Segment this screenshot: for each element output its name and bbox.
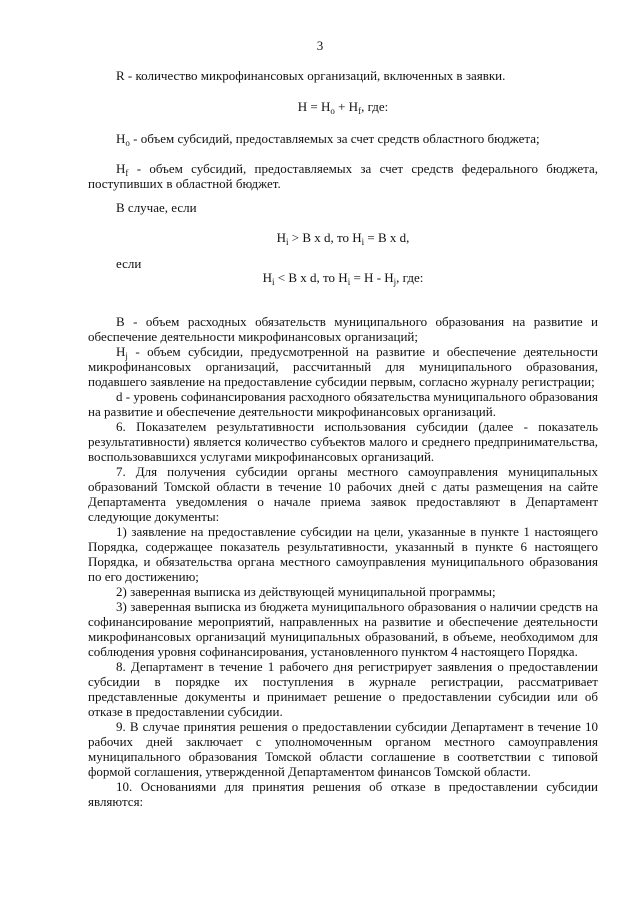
formula-h-sum: $H = H_o + H_f$, где:: [297, 99, 389, 116]
esli-line: если: [116, 256, 142, 271]
r-definition: R - количество микрофинансовых организаций, включенных в заявки.: [116, 68, 506, 83]
paragraph-9: 9. В случае принятия решения о предоставлении субсидии Департамент в течение 10 рабочих дней заключает с уполномоченным органом местного самоуправления муниципального образования Томской области соглашение в соответствии с типовой формой соглашения, утвержденной Департаментом финансов Томской области.: [88, 719, 598, 779]
hf-definition: $H_f$ - объем субсидий, предоставляемых за счет средств федерального бюджета, поступивших в областной бюджет.: [88, 161, 598, 191]
paragraph-7-item-1: 1) заявление на предоставление субсидии на цели, указанные в пункте 1 настоящего Порядка, содержащее показатель результативности, указанный в пункте 6 настоящего Порядка, и обязательства органа местного самоуправления муниципального образования по его достижению;: [88, 524, 598, 584]
paragraph-8: 8. Департамент в течение 1 рабочего дня регистрирует заявления о предоставлении субсидии в порядке их поступления в журнале регистрации, рассматривает представленные документы и принимает решение о предоставлении субсидии или об отказе в предоставлении субсидии.: [88, 659, 598, 719]
page-number: 3: [316, 38, 324, 53]
formula-hi-greater: $H_i > B$ x d, то $H_i = B$ x d,: [276, 230, 410, 247]
paragraph-10: 10. Основаниями для принятия решения об отказе в предоставлении субсидии являются:: [88, 779, 598, 809]
paragraph-7-item-3: 3) заверенная выписка из бюджета муниципального образования о наличии средств на софинансирование мероприятий, направленных на развитие и обеспечение деятельности микрофинансовых организаций муниципальных образований, в объеме, необходимом для соблюдения уровня софинансирования, установленного пунктом 4 настоящего Порядка.: [88, 599, 598, 659]
paragraph-7-item-2: 2) заверенная выписка из действующей муниципальной программы;: [116, 584, 496, 599]
formula-hi-less: $H_i < B$ x d, то $H_i = H - H_j$, где:: [262, 270, 424, 287]
ho-definition: $H_o$ - объем субсидий, предоставляемых за счет средств областного бюджета;: [116, 131, 540, 148]
b-definition: B - объем расходных обязательств муниципального образования на развитие и обеспечение деятельности микрофинансовых организаций;: [88, 314, 598, 344]
paragraph-6: 6. Показателем результативности использования субсидии (далее - показатель результативности) является количество субъектов малого и среднего предпринимательства, воспользовавшихся услугами микрофинансовых организаций.: [88, 419, 598, 464]
main-text-body: [88, 314, 598, 809]
case-if-line: В случае, если: [116, 200, 197, 215]
paragraph-7: 7. Для получения субсидии органы местного самоуправления муниципальных образований Томской области в течение 10 рабочих дней с даты размещения на сайте Департамента уведомления о начале приема заявок предоставляют в Департамент следующие документы:: [88, 464, 598, 524]
d-definition: d - уровень софинансирования расходного обязательства муниципального образования на развитие и обеспечение деятельности микрофинансовых организаций.: [88, 389, 598, 419]
hj-definition: $H_j$ - объем субсидии, предусмотренной на развитие и обеспечение деятельности микрофинансовых организаций, рассчитанный для муниципального образования, подавшего заявление на предоставление субсидии первым, согласно журналу регистрации;: [88, 344, 598, 389]
